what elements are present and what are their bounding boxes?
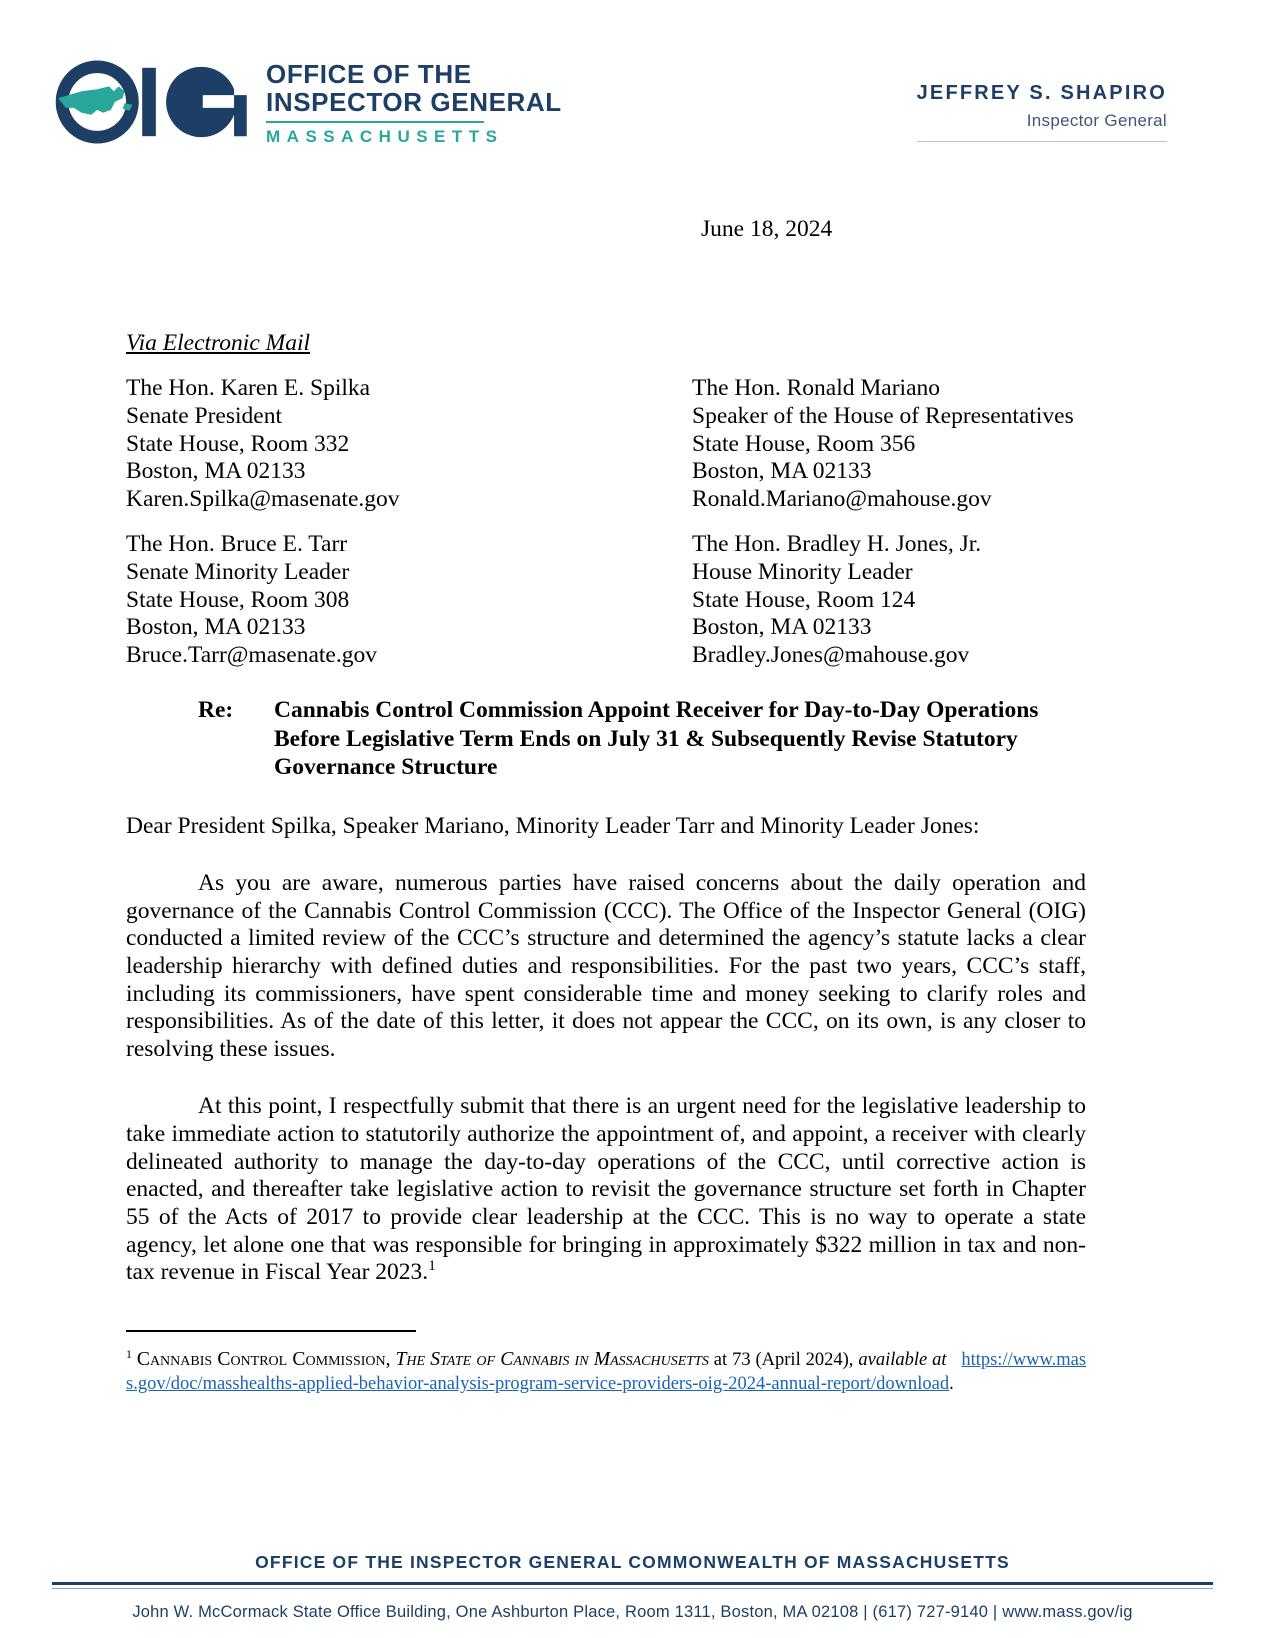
recipient-line: State House, Room 356 [692, 430, 916, 457]
recipient-email: Karen.Spilka@masenate.gov [126, 485, 400, 512]
letter-date: June 18, 2024 [701, 216, 833, 242]
oig-logo [52, 56, 562, 147]
oig-logo-line1: OFFICE OF THE [266, 59, 472, 89]
footnote-source-title: The State of Cannabis in Massachusetts [395, 1349, 709, 1370]
subject-text-line1: Cannabis Control Commission Appoint Receiver for Day-to-Day Operations [274, 697, 1039, 724]
delivery-note: Via Electronic Mail [126, 330, 311, 357]
recipient-line: The Hon. Bradley H. Jones, Jr. [692, 531, 982, 558]
footnote-separator [126, 1330, 416, 1332]
oig-logo-state: MASSACHUSETTS [266, 127, 504, 147]
recipient-line: State House, Room 124 [692, 586, 916, 613]
subject-line [126, 696, 1086, 781]
recipient-line: State House, Room 308 [126, 586, 350, 613]
oig-logo-wordmark [266, 56, 562, 147]
body-paragraph-2 [126, 1093, 1086, 1286]
recipient-block-mariano [692, 375, 1086, 513]
subject-text-line3: Governance Structure [274, 753, 498, 780]
inspector-general-title: Inspector General [1026, 111, 1167, 130]
subject-text [274, 696, 1086, 781]
footnote-locator: at 73 (April 2024), [708, 1350, 859, 1370]
oig-logo-line2: INSPECTOR GENERAL [266, 87, 562, 118]
footnote-available-label: available at [858, 1350, 947, 1370]
footnote-url-link[interactable]: https://www.mass.gov/doc/masshealths-applied-behavior-analysis-program-service-providers-oig-2024-annual-report/download [126, 1350, 1087, 1394]
footer-rule-primary [52, 1582, 1213, 1585]
subject-text-line2: Before Legislative Term Ends on July 31 & Subsequently Revise Statutory [274, 725, 1018, 752]
recipient-line: Boston, MA 02133 [126, 458, 306, 485]
recipients-row-2 [126, 531, 1086, 669]
recipient-email: Bradley.Jones@mahouse.gov [692, 641, 970, 668]
recipient-line: Senate President [126, 402, 282, 429]
salutation: Dear President Spilka, Speaker Mariano, Minority Leader Tarr and Minority Leader Jones: [126, 813, 980, 840]
inspector-general-name: JEFFREY S. SHAPIRO [916, 82, 1167, 104]
inspector-general-block [917, 82, 1167, 142]
recipient-line: The Hon. Karen E. Spilka [126, 375, 371, 402]
recipient-line: Boston, MA 02133 [692, 458, 872, 485]
recipient-email: Ronald.Mariano@mahouse.gov [692, 485, 992, 512]
body-paragraph-2-text: At this point, I respectfully submit that there is an urgent need for the legislative leadership to take immediate action to statutorily authorize the appointment of, and appoint, a receiver with clearly delineated authority to manage the day-to-day operations of the CCC, until corrective action is enacted, and thereafter take legislative action to revisit the governance structure set forth in Chapter 55 of the Acts of 2017 to provide clear leadership at the CCC. This is no way to operate a state agency, let alone one that was responsible for bringing in approximately $322 million in tax and non-tax revenue in Fiscal Year 2023. [126, 1093, 1086, 1286]
recipient-email: Bruce.Tarr@masenate.gov [126, 641, 377, 668]
recipient-line: Boston, MA 02133 [692, 614, 872, 641]
recipient-block-spilka [126, 375, 692, 513]
recipient-line: House Minority Leader [692, 559, 913, 586]
oig-logo-icon [52, 59, 248, 145]
recipient-block-jones [692, 531, 1086, 669]
oig-logo-divider [266, 121, 484, 123]
letterhead [0, 46, 1265, 166]
letter-body [126, 215, 1086, 1287]
subject-label: Re: [198, 697, 234, 724]
recipient-line: The Hon. Bruce E. Tarr [126, 531, 348, 558]
recipient-line: Boston, MA 02133 [126, 614, 306, 641]
footnote-area [126, 1330, 1086, 1396]
header-divider [917, 141, 1167, 142]
recipient-line: Senate Minority Leader [126, 559, 350, 586]
recipient-line: The Hon. Ronald Mariano [692, 375, 941, 402]
footnote-period: . [949, 1373, 954, 1394]
page-footer [0, 1542, 1265, 1638]
footer-address: John W. McCormack State Office Building, One Ashburton Place, Room 1311, Boston, MA 02108 | (617) 727-9140 | www.mass.gov/ig [132, 1603, 1133, 1621]
recipient-line: State House, Room 332 [126, 430, 350, 457]
recipients-row-1 [126, 375, 1086, 513]
recipient-line: Speaker of the House of Representatives [692, 402, 1074, 429]
recipient-block-tarr [126, 531, 692, 669]
footnote-source-org: Cannabis Control Commission, [136, 1349, 391, 1370]
footnote-marker-inline[interactable]: 1 [428, 1258, 436, 1275]
body-paragraph-1: As you are aware, numerous parties have raised concerns about the daily operation and governance of the Cannabis Control Commission (CCC). The Office of the Inspector General (OIG) conducted a limited review of the CCC’s structure and determined the agency’s statute lacks a clear leadership hierarchy with defined duties and responsibilities. For the past two years, CCC’s staff, including its commissioners, have spent considerable time and money seeking to clarify roles and responsibilities. As of the date of this letter, it does not appear the CCC, on its own, is any closer to resolving these issues. [126, 870, 1086, 1062]
footnote-number: 1 [126, 1346, 132, 1361]
footnote-1 [126, 1347, 1086, 1396]
footer-rule-secondary [52, 1588, 1213, 1589]
footer-title: OFFICE OF THE INSPECTOR GENERAL COMMONWEALTH OF MASSACHUSETTS [255, 1552, 1010, 1572]
